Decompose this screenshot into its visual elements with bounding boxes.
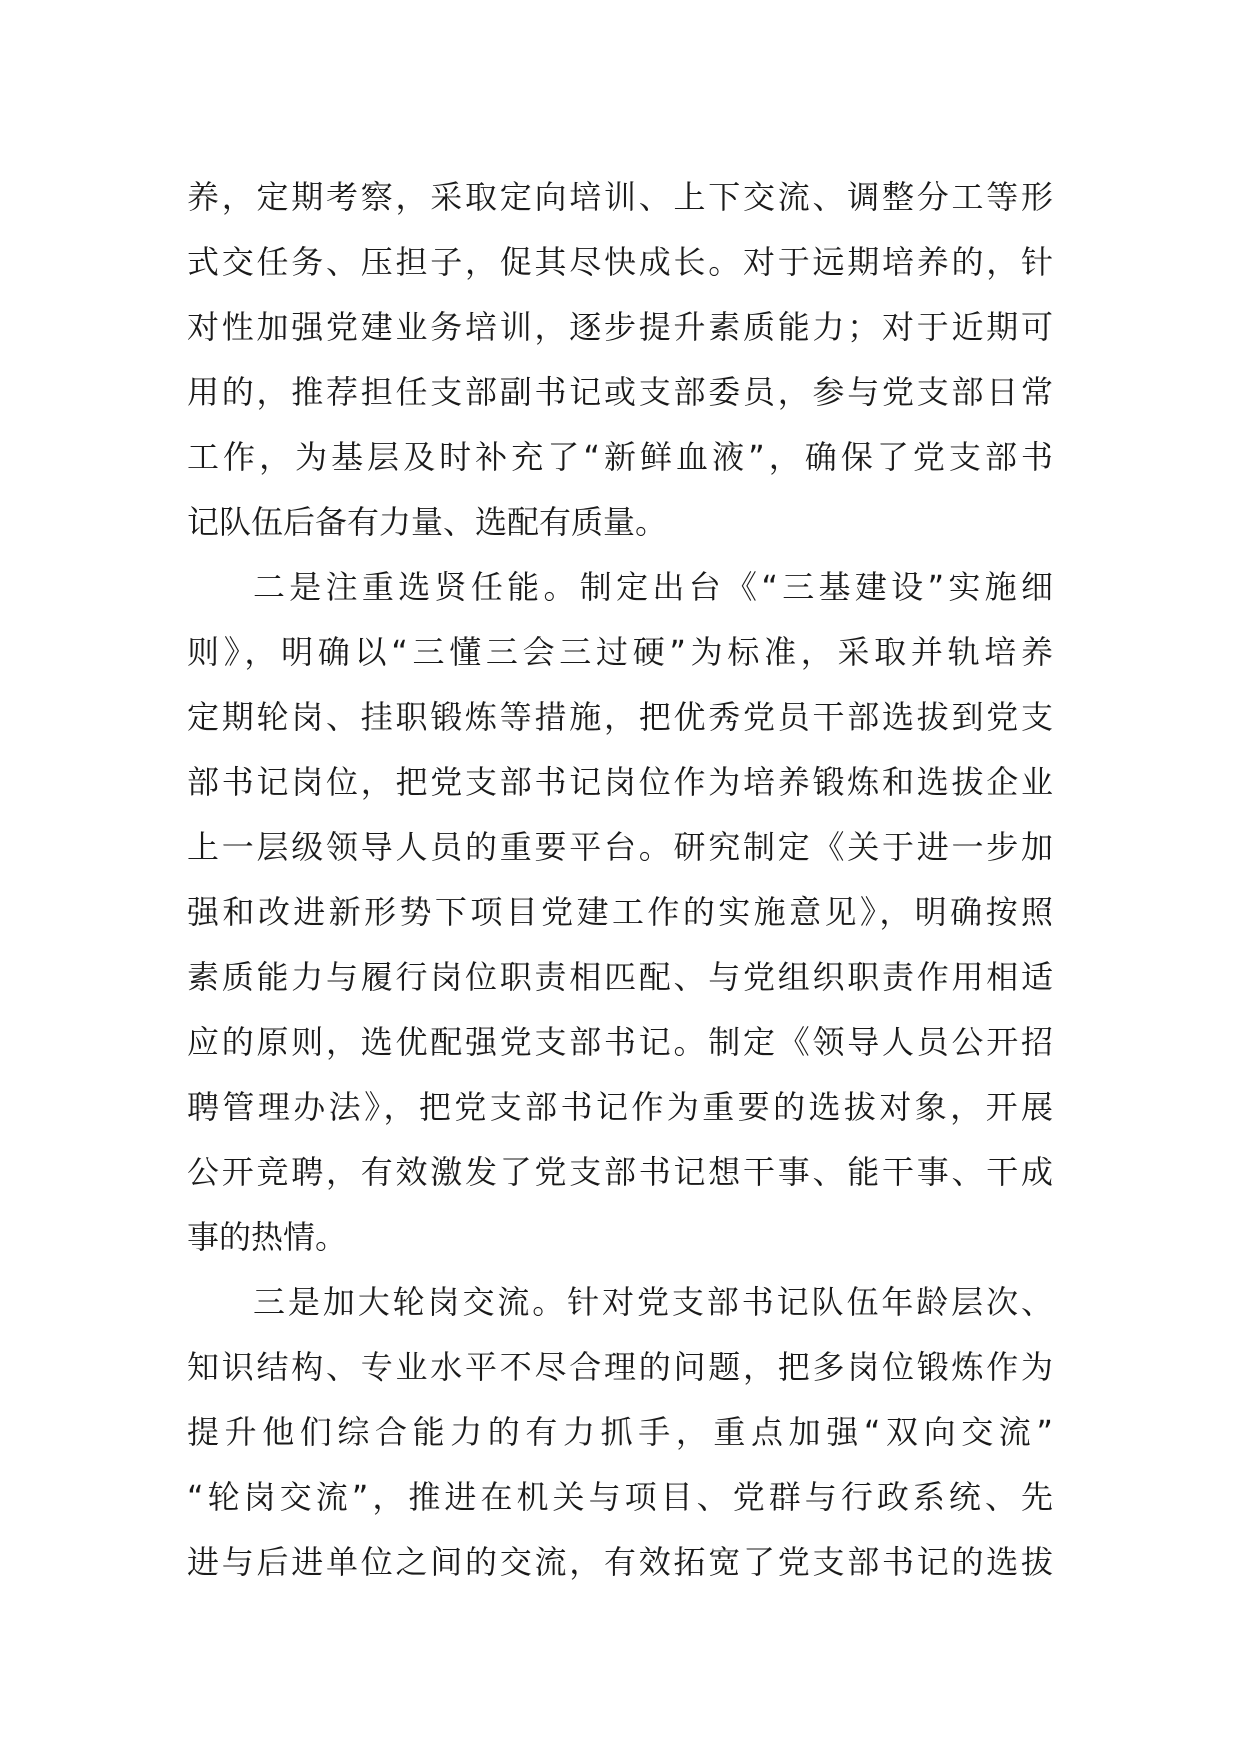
- text-line: 养，定期考察，采取定向培训、上下交流、调整分工等形: [187, 178, 1053, 216]
- text-line: 提升他们综合能力的有力抓手，重点加强“双向交流”: [187, 1413, 1053, 1451]
- text-line: 工作，为基层及时补充了“新鲜血液”，确保了党支部书: [187, 438, 1053, 476]
- document-body: [187, 165, 1053, 1595]
- text-line: 则》，明确以“三懂三会三过硬”为标准，采取并轨培养: [187, 633, 1053, 671]
- text-line: 知识结构、专业水平不尽合理的问题，把多岗位锻炼作为: [187, 1348, 1053, 1386]
- text-line: 部书记岗位，把党支部书记岗位作为培养锻炼和选拔企业: [187, 763, 1053, 801]
- text-line: 应的原则，选优配强党支部书记。制定《领导人员公开招: [187, 1023, 1053, 1061]
- text-line: 式交任务、压担子，促其尽快成长。对于远期培养的，针: [187, 243, 1053, 281]
- text-line: “轮岗交流”，推进在机关与项目、党群与行政系统、先: [187, 1478, 1053, 1516]
- paragraph-rotation: [187, 1270, 1053, 1595]
- text-line: 上一层级领导人员的重要平台。研究制定《关于进一步加: [187, 828, 1053, 866]
- text-line: 定期轮岗、挂职锻炼等措施，把优秀党员干部选拔到党支: [187, 698, 1053, 736]
- text-line: 素质能力与履行岗位职责相匹配、与党组织职责作用相适: [187, 958, 1053, 996]
- text-line: 强和改进新形势下项目党建工作的实施意见》，明确按照: [187, 893, 1053, 931]
- paragraph-selection: [187, 555, 1053, 1270]
- text-line: 进与后进单位之间的交流，有效拓宽了党支部书记的选拔: [187, 1543, 1053, 1581]
- text-line-first: 二是注重选贤任能。制定出台《“三基建设”实施细: [253, 568, 1053, 606]
- text-line-last: 事的热情。: [187, 1218, 348, 1256]
- text-line: 公开竞聘，有效激发了党支部书记想干事、能干事、干成: [187, 1153, 1053, 1191]
- paragraph-continuation: [187, 165, 1053, 555]
- text-line-first: 三是加大轮岗交流。针对党支部书记队伍年龄层次、: [253, 1283, 1053, 1321]
- text-line: 用的，推荐担任支部副书记或支部委员，参与党支部日常: [187, 373, 1053, 411]
- text-line: 对性加强党建业务培训，逐步提升素质能力；对于近期可: [187, 308, 1053, 346]
- text-line-last: 记队伍后备有力量、选配有质量。: [187, 503, 668, 541]
- text-line: 聘管理办法》，把党支部书记作为重要的选拔对象，开展: [187, 1088, 1053, 1126]
